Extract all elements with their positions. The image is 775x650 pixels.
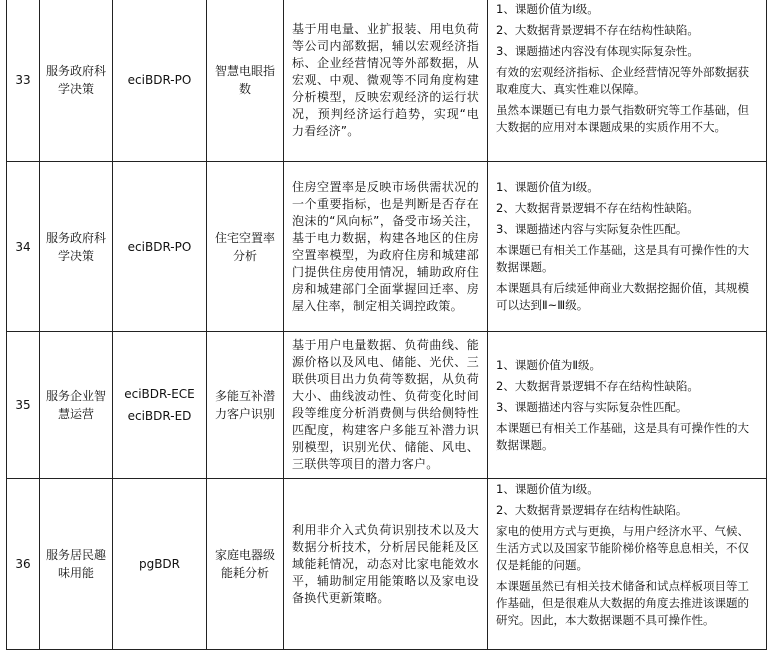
evaluation-cell xyxy=(488,479,767,650)
evaluation-line: 1、课题价值为Ⅰ级。 xyxy=(496,2,599,16)
code-label: eciBDR-ECE xyxy=(124,387,195,401)
service-direction: 服务政府科学决策 xyxy=(46,230,107,263)
topic-name: 智慧电眼指数 xyxy=(214,64,275,96)
code-label: eciBDR-PO xyxy=(127,73,192,87)
evaluation-line: 1、课题价值为Ⅰ级。 xyxy=(496,180,599,194)
evaluation-line: 本课题具有后续延伸商业大数据挖掘价值，其规模可以达到Ⅱ~Ⅲ级。 xyxy=(496,281,749,312)
code-label: pgBDR xyxy=(138,557,181,571)
topics-table xyxy=(6,0,767,650)
evaluation-line: 本课题已有相关工作基础，这是具有可操作性的大数据课题。 xyxy=(496,243,749,274)
row-number: 35 xyxy=(7,332,40,479)
topic-name: 家庭电器级能耗分析 xyxy=(214,548,275,580)
evaluation-line: 1、课题价值为Ⅰ级。 xyxy=(496,482,599,496)
code-label: eciBDR-PO xyxy=(127,239,192,254)
service-direction: 服务居民趣味用能 xyxy=(46,548,107,580)
row-number: 36 xyxy=(7,479,40,650)
evaluation-line: 2、大数据背景逻辑不存在结构性缺陷。 xyxy=(496,23,699,37)
evaluation-line: 本课题已有相关工作基础，这是具有可操作性的大数据课题。 xyxy=(496,420,749,452)
evaluation-cell xyxy=(488,0,767,162)
table-row xyxy=(7,162,767,332)
evaluation-line: 2、大数据背景逻辑存在结构性缺陷。 xyxy=(496,503,688,517)
evaluation-cell xyxy=(488,332,767,479)
topic-description: 住房空置率是反映市场供需状况的一个重要指标，也是判断是否存在泡沫的“风向标”，备受市场关注，基于电力数据，构建各地区的住房空置率模型，为政府住房和城建部门提供住房使用情况，辅助政府住房和城建部门全面掌握回迁率、房屋入住率，制定相关调控政策。 xyxy=(292,179,479,313)
topic-name: 住宅空置率分析 xyxy=(214,230,275,263)
topic-description: 利用非介入式负荷识别技术以及大数据分析技术，分析居民能耗及区域能耗情况，动态对比家电能效水平，辅助制定用能策略以及家电设备换代更新策略。 xyxy=(292,522,479,605)
evaluation-line: 1、课题价值为Ⅱ级。 xyxy=(496,357,601,372)
service-direction: 服务政府科学决策 xyxy=(46,64,107,96)
topic-name: 多能互补潜力客户识别 xyxy=(214,389,275,421)
service-direction: 服务企业智慧运营 xyxy=(46,389,107,421)
evaluation-line: 虽然本课题已有电力景气指数研究等工作基础，但大数据的应用对本课题成果的实质作用不大。 xyxy=(496,103,749,134)
topic-description: 基于用户电量数据、负荷曲线、能源价格以及风电、储能、光伏、三联供项目出力负荷等数据，从负荷大小、曲线波动性、负荷变化时间段等维度分析消费侧与供给侧特性匹配度，构建客户多能互补潜力识别模型，识别光伏、储能、风电、三联供等项目的潜力客户。 xyxy=(292,338,479,471)
evaluation-cell xyxy=(488,162,767,332)
evaluation-line: 3、课题描述内容没有体现实际复杂性。 xyxy=(496,44,699,58)
row-number: 33 xyxy=(7,0,40,162)
table-row xyxy=(7,479,767,650)
evaluation-line: 3、课题描述内容与实际复杂性匹配。 xyxy=(496,399,688,414)
evaluation-line: 家电的使用方式与更换，与用户经济水平、气候、生活方式以及国家节能阶梯价格等息息相关，不仅仅是耗能的问题。 xyxy=(496,524,749,572)
row-number: 34 xyxy=(7,162,40,332)
topic-description: 基于用电量、业扩报装、用电负荷等公司内部数据，辅以宏观经济指标、企业经营情况等外部数据，从宏观、中观、微观等不同角度构建分析模型，反映宏观经济的运行状况，预判经济运行趋势，实现“电力看经济”。 xyxy=(292,21,479,138)
table-row xyxy=(7,332,767,479)
evaluation-line: 有效的宏观经济指标、企业经营情况等外部数据获取难度大、真实性难以保障。 xyxy=(496,65,749,96)
evaluation-line: 2、大数据背景逻辑不存在结构性缺陷。 xyxy=(496,201,699,215)
table-row xyxy=(7,0,767,162)
code-label: eciBDR-ED xyxy=(127,409,192,423)
evaluation-line: 2、大数据背景逻辑不存在结构性缺陷。 xyxy=(496,378,699,393)
evaluation-line: 本课题虽然已有相关技术储备和试点样板项目等工作基础，但是很难从大数据的角度去推进该课题的研究。因此，本大数据课题不具可操作性。 xyxy=(496,579,749,627)
evaluation-line: 3、课题描述内容与实际复杂性匹配。 xyxy=(496,222,688,236)
